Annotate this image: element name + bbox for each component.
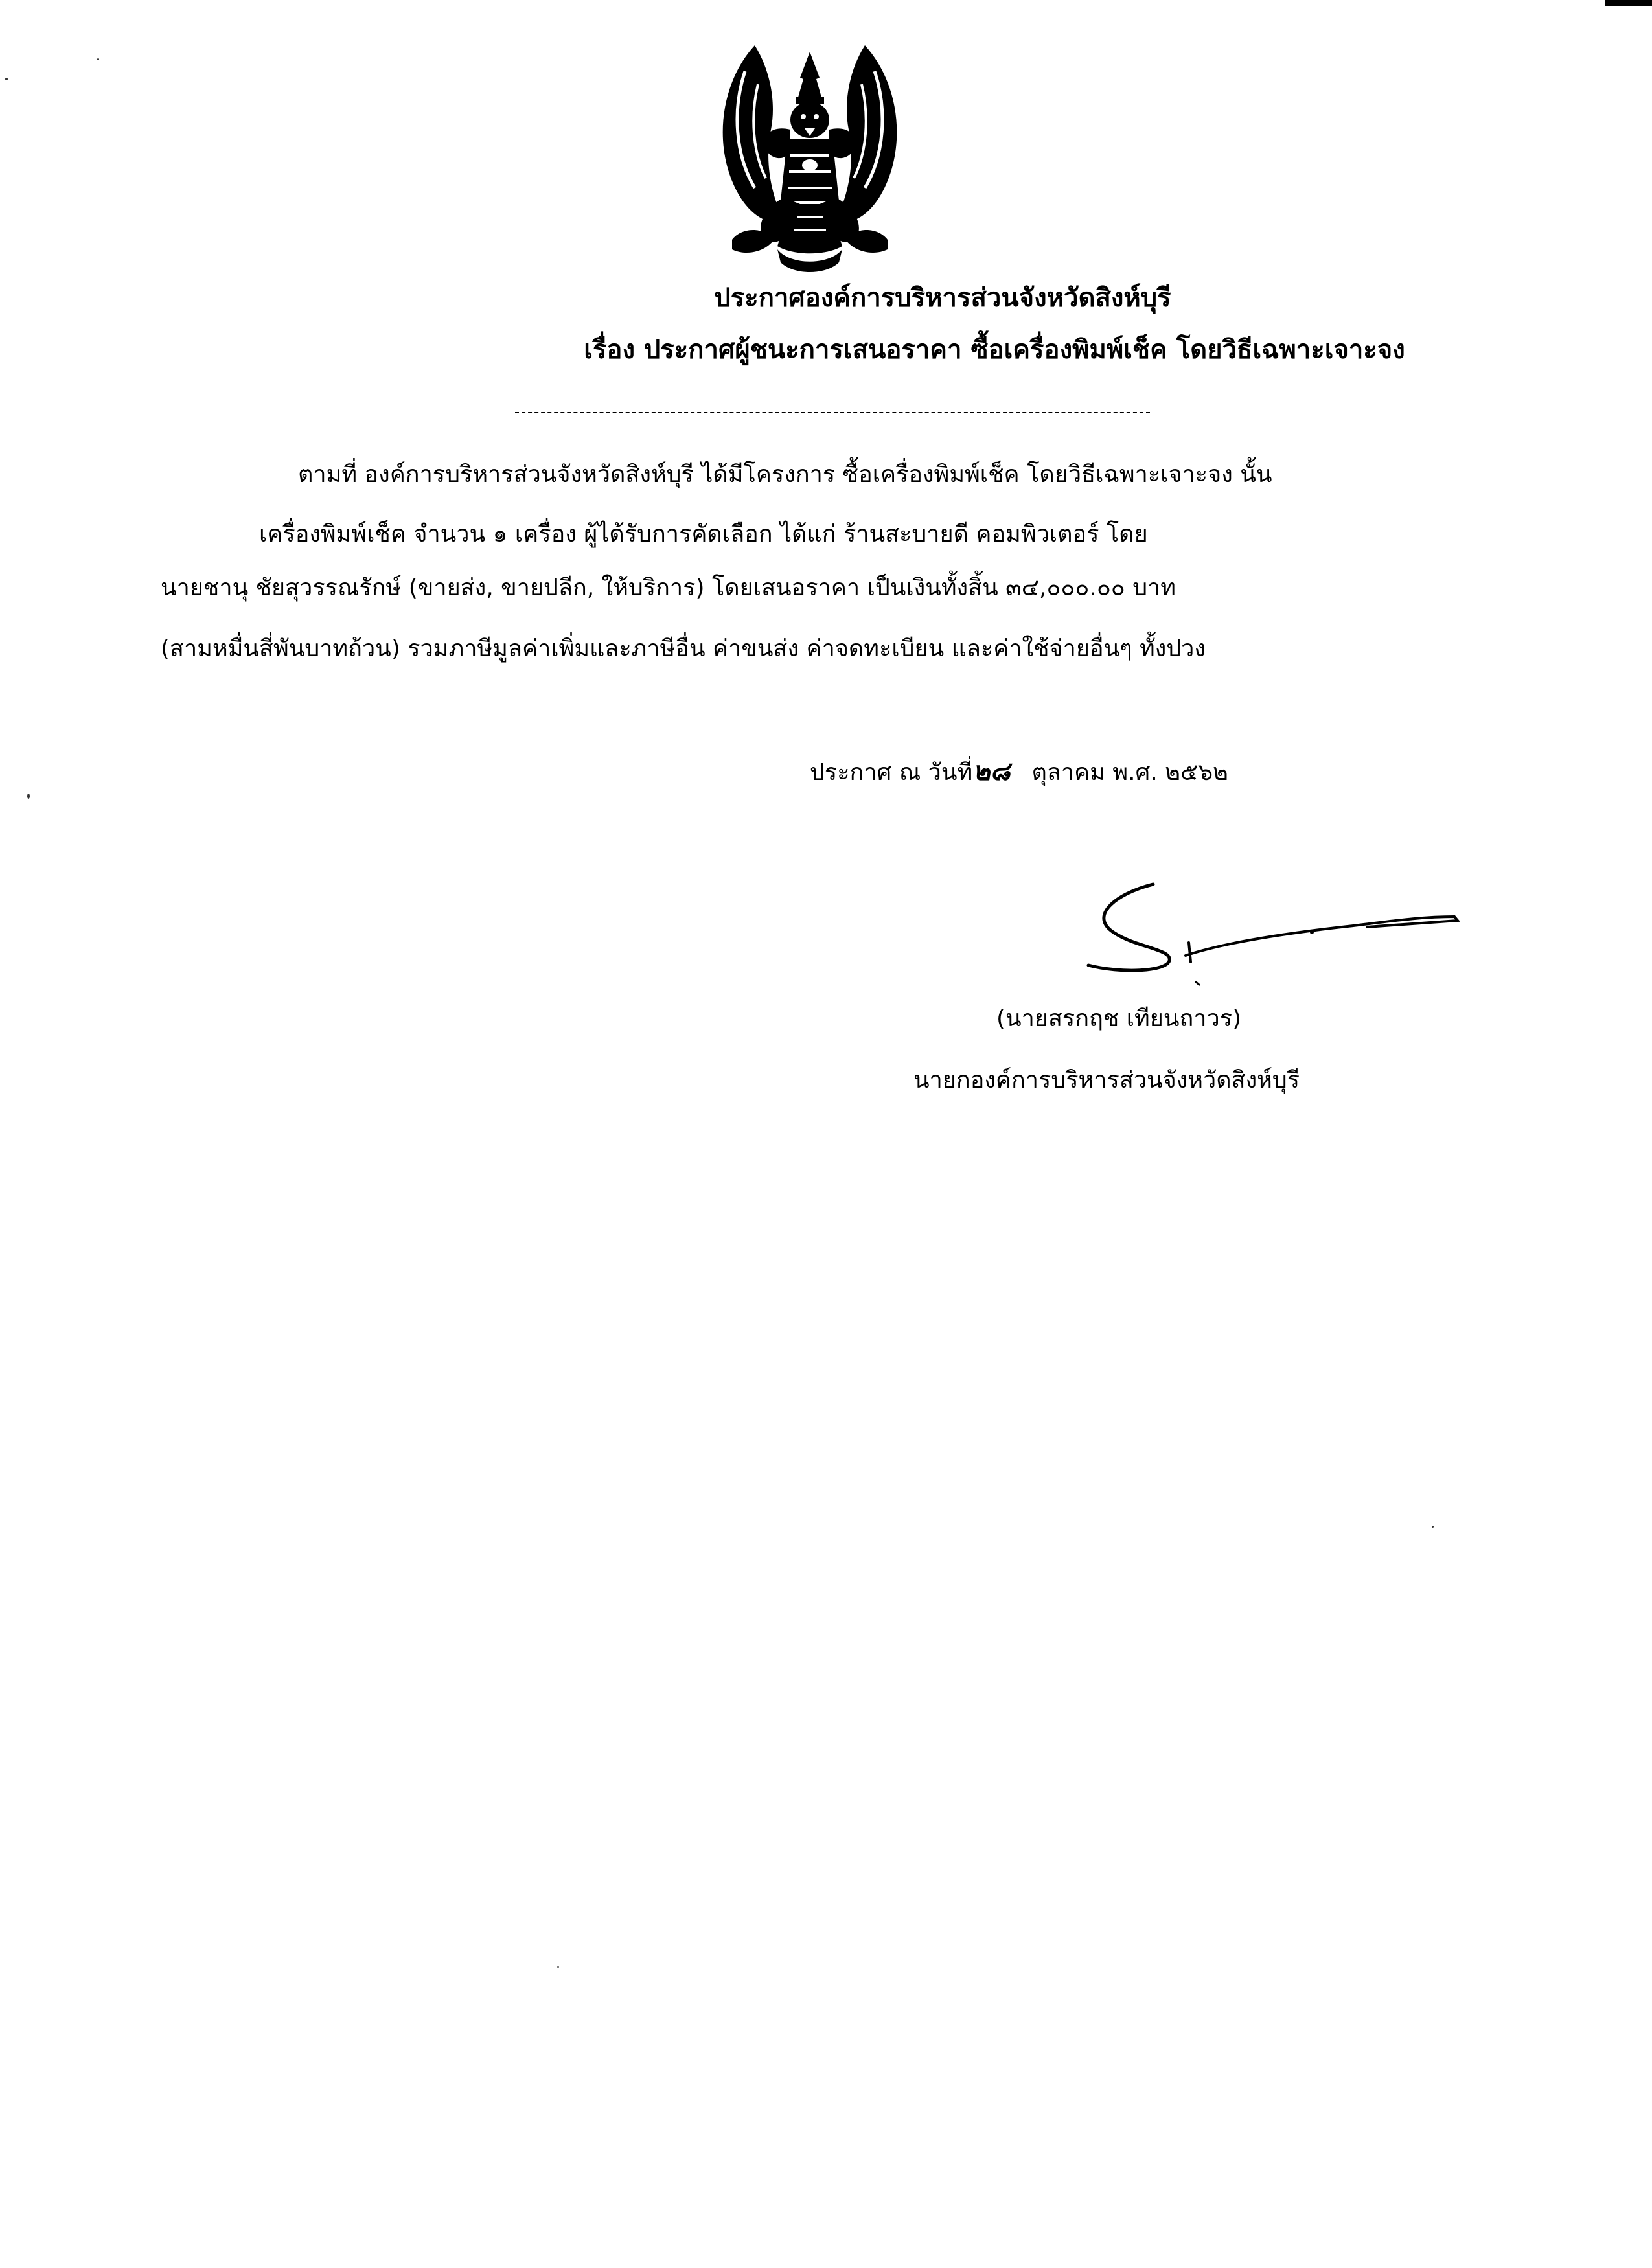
scan-speck: [5, 78, 8, 80]
scan-speck: [97, 58, 99, 60]
signer-title: นายกองค์การบริหารส่วนจังหวัดสิงห์บุรี: [913, 1067, 1300, 1094]
document-subject: เรื่อง ประกาศผู้ชนะการเสนอราคา ซื้อเครื่องพิมพ์เช็ค โดยวิธีเฉพาะเจาะจง: [584, 335, 1405, 365]
announce-day: ๒๘: [972, 757, 1015, 786]
document-title: ประกาศองค์การบริหารส่วนจังหวัดสิงห์บุรี: [714, 283, 1171, 313]
title-divider: [515, 412, 1150, 413]
announce-month-year: ตุลาคม พ.ศ. ๒๕๖๒: [1031, 759, 1228, 786]
announce-prefix: ประกาศ ณ วันที่: [810, 759, 973, 786]
body-line-4: (สามหมื่นสี่พันบาทถ้วน) รวมภาษีมูลค่าเพิ่มและภาษีอื่น ค่าขนส่ง ค่าจดทะเบียน และค่าใช้จ่ายอื่นๆ ทั้งปวง: [161, 636, 1206, 662]
announcement-date: [810, 753, 1228, 791]
scan-speck: [27, 794, 30, 799]
scan-edge-mark: [1605, 0, 1652, 6]
body-line-2: เครื่องพิมพ์เช็ค จำนวน ๑ เครื่อง ผู้ได้รับการคัดเลือก ได้แก่ ร้านสะบายดี คอมพิวเตอร์ โดย: [259, 521, 1148, 547]
scan-speck: [557, 1966, 559, 1968]
body-line-1: ตามที่ องค์การบริหารส่วนจังหวัดสิงห์บุรี ได้มีโครงการ ซื้อเครื่องพิมพ์เช็ค โดยวิธีเฉพาะเจาะจง นั้น: [298, 461, 1272, 488]
signer-name: (นายสรกฤช เทียนถาวร): [996, 1005, 1242, 1032]
garuda-emblem-icon: [693, 32, 926, 292]
signature-icon: [1075, 865, 1464, 994]
body-line-3: นายชานุ ชัยสุวรรณรักษ์ (ขายส่ง, ขายปลีก, ให้บริการ) โดยเสนอราคา เป็นเงินทั้งสิ้น ๓๔,๐๐๐.๐๐ บาท: [161, 575, 1176, 601]
scan-speck: [1432, 1526, 1434, 1528]
